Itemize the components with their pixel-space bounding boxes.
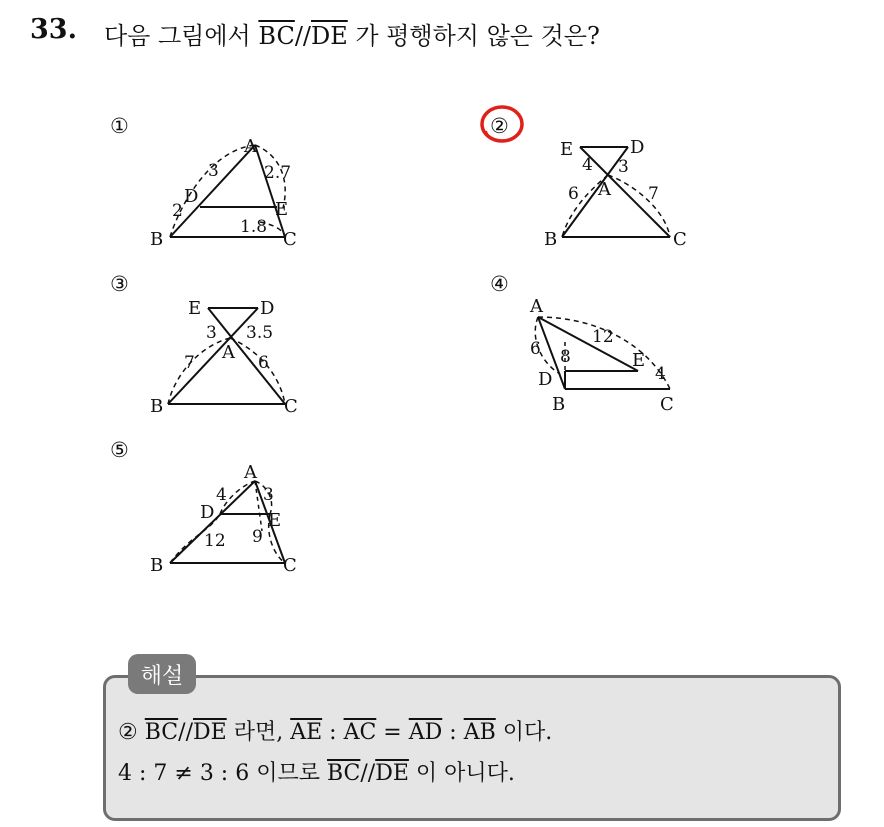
label-d: D xyxy=(260,298,275,319)
label-e: E xyxy=(560,139,574,160)
length-ec: 4 xyxy=(655,364,666,384)
label-d: D xyxy=(200,502,215,523)
figure-option-5 xyxy=(140,456,320,581)
solution-ratio: 4 : 7 ≠ 3 : 6 이므로 xyxy=(118,761,320,786)
length-db: 12 xyxy=(204,531,226,551)
label-c: C xyxy=(673,229,687,250)
length-ae: 2.7 xyxy=(264,163,292,183)
solution-line-2 xyxy=(118,756,515,787)
solution-tag: 해설 xyxy=(128,654,196,694)
length-ab: 6 xyxy=(568,184,579,204)
solution-seg-de: $\overline{DE}$ xyxy=(192,720,227,745)
label-e: E xyxy=(275,199,289,220)
length-ad: 4 xyxy=(216,485,227,505)
solution-mid: 라면, xyxy=(233,720,284,745)
label-e: E xyxy=(632,350,646,371)
label-a: A xyxy=(222,342,235,363)
option-1-marker[interactable]: ① xyxy=(110,114,129,138)
solution-seg-bc: $\overline{BC}$ xyxy=(144,720,179,745)
label-b: B xyxy=(150,229,164,250)
question-text xyxy=(104,16,600,51)
label-a: A xyxy=(530,296,543,317)
solution-colon-2: : xyxy=(449,720,457,745)
label-a: A xyxy=(244,462,257,483)
label-b: B xyxy=(150,396,164,417)
solution-equals: = xyxy=(383,720,402,745)
segment-de: $\overline{DE}$ xyxy=(311,22,348,50)
option-4-marker[interactable]: ④ xyxy=(490,272,509,296)
label-c: C xyxy=(283,555,297,576)
length-ac: 6 xyxy=(258,353,269,373)
solution-seg-bc-2: $\overline{BC}$ xyxy=(326,761,361,786)
solution-seg-ab: $\overline{AB}$ xyxy=(463,720,496,745)
length-ac: 7 xyxy=(648,184,659,204)
solution-seg-ac: $\overline{AC}$ xyxy=(343,720,377,745)
label-d: D xyxy=(538,369,553,390)
solution-end-2: 이 아니다. xyxy=(415,761,515,786)
label-d: D xyxy=(184,186,199,207)
label-d: D xyxy=(630,137,645,158)
length-ad: 3.5 xyxy=(246,323,274,343)
label-c: C xyxy=(660,394,674,415)
length-ec: 9 xyxy=(252,527,263,547)
label-e: E xyxy=(188,298,202,319)
length-ea: 4 xyxy=(582,155,593,175)
figure-option-1 xyxy=(140,130,320,250)
length-ad: 3 xyxy=(618,157,629,177)
solution-seg-de-2: $\overline{DE}$ xyxy=(375,761,409,786)
solution-box xyxy=(103,675,841,821)
label-c: C xyxy=(284,396,298,417)
label-a: A xyxy=(598,179,611,200)
question-post: 가 평행하지 않은 것은? xyxy=(355,22,600,50)
length-ad: 3 xyxy=(208,161,219,181)
length-ae: 12 xyxy=(592,327,614,347)
segment-bc: $\overline{BC}$ xyxy=(258,22,295,50)
length-db: 2 xyxy=(172,201,183,221)
label-b: B xyxy=(552,394,566,415)
length-ae: 3 xyxy=(263,485,274,505)
length-ab: 7 xyxy=(184,353,195,373)
label-b: B xyxy=(150,555,164,576)
figure-option-3 xyxy=(140,296,320,421)
length-ad: 6 xyxy=(530,339,541,359)
solution-seg-ae: $\overline{AE}$ xyxy=(290,720,323,745)
solution-seg-ad: $\overline{AD}$ xyxy=(408,720,443,745)
solution-line-1 xyxy=(118,715,552,746)
question-pre: 다음 그림에서 xyxy=(104,22,251,50)
figure-option-2 xyxy=(540,135,710,255)
answer-circle-mark xyxy=(478,101,528,149)
parallel-sign: // xyxy=(294,22,311,50)
option-3-marker[interactable]: ③ xyxy=(110,272,129,296)
label-c: C xyxy=(283,229,297,250)
option-2-marker[interactable]: ② xyxy=(490,114,509,138)
length-ab: 8 xyxy=(560,347,571,367)
solution-parallel-2: // xyxy=(360,761,376,786)
label-b: B xyxy=(544,229,558,250)
solution-parallel: // xyxy=(178,720,193,745)
label-e: E xyxy=(268,510,282,531)
length-ec: 1.8 xyxy=(240,217,268,237)
figure-option-4 xyxy=(520,292,700,417)
solution-colon-1: : xyxy=(329,720,337,745)
solution-marker: ② xyxy=(118,720,138,745)
label-a: A xyxy=(244,136,257,157)
solution-end-1: 이다. xyxy=(502,720,553,745)
length-ea: 3 xyxy=(206,323,217,343)
option-5-marker[interactable]: ⑤ xyxy=(110,438,129,462)
question-number: 33. xyxy=(30,14,77,45)
